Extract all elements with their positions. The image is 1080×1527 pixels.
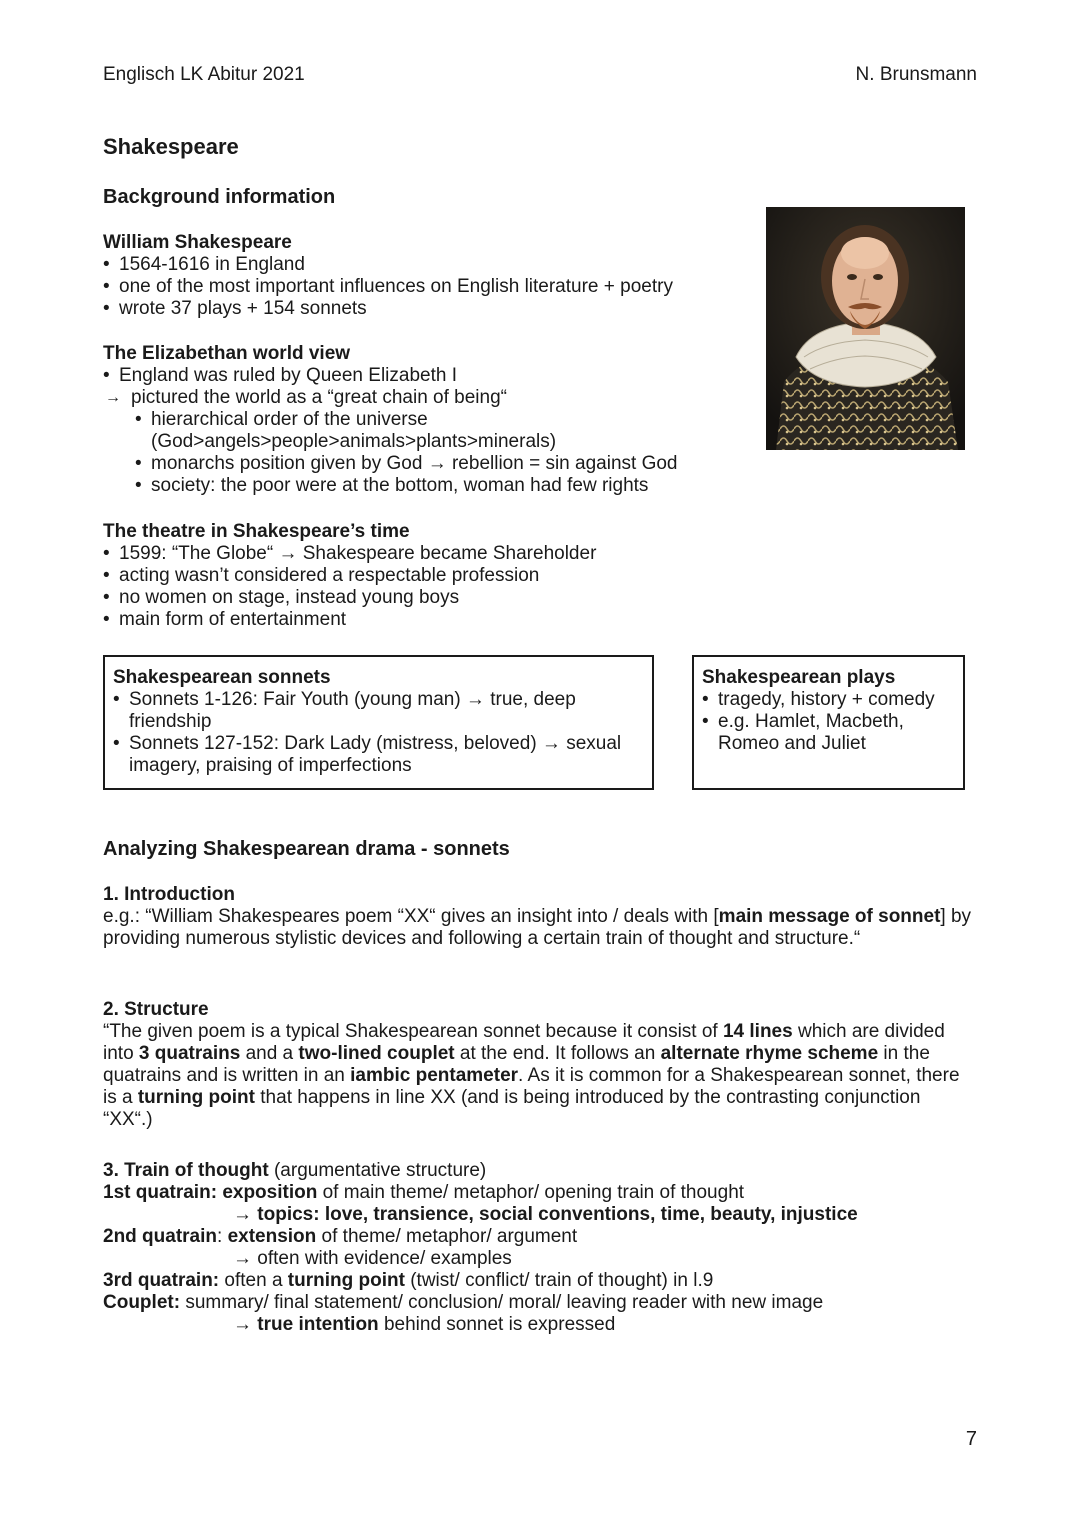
text-run-bold: Couplet:	[103, 1292, 181, 1313]
train-couplet	[103, 1292, 973, 1314]
text-run-bold: 14 lines	[722, 1021, 793, 1042]
text-run-bold: two-lined couplet	[298, 1043, 455, 1064]
page-number: 7	[965, 1428, 977, 1450]
list-item: • monarchs position given by God → rebellion = sin against God	[135, 453, 743, 475]
text-run: at the end. It follows an	[454, 1043, 661, 1064]
list-item: • wrote 37 plays + 154 sonnets	[103, 298, 743, 320]
text-run-bold: extension	[227, 1226, 317, 1247]
text-run: ] by providing numerous stylistic devices and following a certain train of thought and structure.“	[103, 906, 972, 949]
text-run: in the quatrains and is written in an	[103, 1043, 930, 1086]
text-run-bold: main message of sonnet	[718, 906, 941, 927]
header-left: Englisch LK Abitur 2021	[103, 64, 305, 85]
text-run: and a	[240, 1043, 299, 1064]
structure-section	[103, 999, 973, 1131]
text-run-bold: 2nd quatrain	[103, 1226, 218, 1247]
text-run-bold: 3rd quatrain:	[103, 1270, 220, 1291]
text-run-bold: true intention	[257, 1314, 379, 1335]
train-q3	[103, 1270, 973, 1292]
text-run-bold: turning point	[287, 1270, 405, 1291]
plays-box	[692, 655, 965, 790]
text-run: which are divided into	[103, 1021, 945, 1064]
text-run: that happens in line XX (and is being introduced by the contrasting conjunction “XX“.)	[103, 1087, 921, 1130]
structure-heading: 2. Structure	[103, 999, 209, 1020]
background-heading: Background information	[103, 186, 336, 208]
text-run: (argumentative structure)	[268, 1160, 487, 1181]
elizabethan-list	[103, 365, 743, 409]
introduction-text	[103, 906, 973, 950]
plays-box-heading: Shakespearean plays	[702, 667, 896, 688]
train-heading: 3. Train of thought	[103, 1160, 269, 1181]
text-run-bold: exposition	[222, 1182, 318, 1203]
text-run: :	[217, 1226, 228, 1247]
text-run-bold: turning point	[137, 1087, 255, 1108]
sonnets-box	[103, 655, 654, 790]
sonnets-box-heading: Shakespearean sonnets	[113, 667, 331, 688]
text-run-bold: 3 quatrains	[138, 1043, 241, 1064]
list-item: • Sonnets 127-152: Dark Lady (mistress, beloved) → sexual imagery, praising of imperfections	[113, 733, 644, 777]
train-q2-arrow	[103, 1248, 973, 1270]
elizabethan-sublist	[135, 409, 743, 497]
text-run: . As it is common for a Shakespearean sonnet, there is a	[103, 1065, 960, 1108]
introduction-section	[103, 884, 973, 950]
list-item: • no women on stage, instead young boys	[103, 587, 743, 609]
train-section	[103, 1160, 973, 1336]
elizabethan-heading: The Elizabethan world view	[103, 343, 351, 364]
text-run-bold: alternate rhyme scheme	[660, 1043, 879, 1064]
train-q2	[103, 1226, 973, 1248]
page-title: Shakespeare	[103, 134, 239, 159]
text-run: behind sonnet is expressed	[378, 1314, 616, 1335]
text-run: →	[233, 1314, 258, 1335]
list-item: • 1564-1616 in England	[103, 254, 743, 276]
list-item: • tragedy, history + comedy	[702, 689, 955, 711]
theatre-heading: The theatre in Shakespeare’s time	[103, 521, 410, 542]
list-item: • society: the poor were at the bottom, woman had few rights	[135, 475, 743, 497]
theatre-list	[103, 543, 743, 631]
structure-text	[103, 1021, 973, 1131]
list-item: • hierarchical order of the universe	[135, 409, 743, 431]
text-run: e.g.: “William Shakespeares poem “XX“ gives an insight into / deals with [	[103, 906, 719, 927]
text-run: “The given poem is a typical Shakespearean sonnet because it consist of	[103, 1021, 723, 1042]
list-item: • main form of entertainment	[103, 609, 743, 631]
list-item: • Sonnets 1-126: Fair Youth (young man) → true, deep friendship	[113, 689, 644, 733]
list-item: (God>angels>people>animals>plants>minerals)	[151, 431, 557, 452]
text-run: (twist/ conflict/ train of thought) in l.9	[404, 1270, 714, 1291]
theatre-section	[103, 521, 743, 631]
text-run-bold: → topics: love, transience, social conventions, time, beauty, injustice	[233, 1204, 858, 1225]
train-q1-arrow	[103, 1204, 973, 1226]
shakespeare-portrait-icon	[766, 207, 965, 450]
elizabethan-section	[103, 343, 743, 497]
william-heading: William Shakespeare	[103, 232, 292, 253]
train-heading-line	[103, 1160, 973, 1182]
train-q1	[103, 1182, 973, 1204]
text-run: of theme/ metaphor/ argument	[316, 1226, 578, 1247]
william-section	[103, 232, 743, 320]
train-couplet-arrow	[103, 1314, 973, 1336]
list-item: → pictured the world as a “great chain of being“	[103, 387, 743, 409]
analyzing-heading: Analyzing Shakespearean drama - sonnets	[103, 838, 510, 860]
list-item: • e.g. Hamlet, Macbeth, Romeo and Juliet	[702, 711, 955, 755]
list-item: • 1599: “The Globe“ → Shakespeare became Shareholder	[103, 543, 743, 565]
text-run: summary/ final statement/ conclusion/ moral/ leaving reader with new image	[180, 1292, 824, 1313]
list-item: • acting wasn’t considered a respectable profession	[103, 565, 743, 587]
list-item: • one of the most important influences on English literature + poetry	[103, 276, 743, 298]
william-list	[103, 254, 743, 320]
sonnets-list	[113, 689, 644, 777]
header-right: N. Brunsmann	[855, 64, 977, 85]
text-run-bold: 1st quatrain:	[103, 1182, 223, 1203]
text-run: often a	[219, 1270, 288, 1291]
list-item: • England was ruled by Queen Elizabeth I	[103, 365, 743, 387]
introduction-heading: 1. Introduction	[103, 884, 235, 905]
text-run: → often with evidence/ examples	[233, 1248, 512, 1269]
text-run-bold: iambic pentameter	[350, 1065, 519, 1086]
plays-list	[702, 689, 955, 755]
text-run: of main theme/ metaphor/ opening train of thought	[317, 1182, 745, 1203]
